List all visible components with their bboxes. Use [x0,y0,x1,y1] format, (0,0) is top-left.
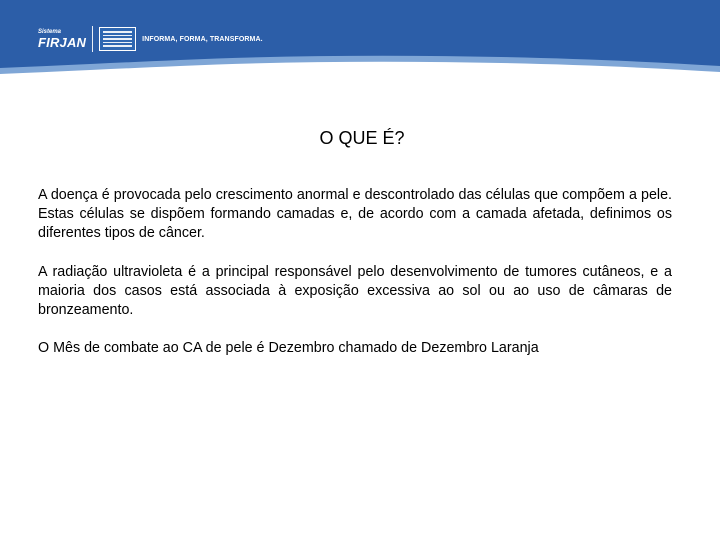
logo-name: FIRJAN [38,35,87,50]
slide-title: O QUE É? [319,128,405,148]
paragraph-awareness-month: O Mês de combate ao CA de pele é Dezembro chamado de Dezembro Laranja [38,340,539,357]
slide-title-row [0,128,720,149]
logo-divider [92,26,93,52]
logo-prefix: Sistema [38,29,62,35]
paragraph-definition: A doença é provocada pelo crescimento anormal e descontrolado das células que compõem a pele. Estas células se dispõem formando camadas e, de acordo com a camada afetada, definimos os diferentes tipos de câncer. [38,187,672,242]
firjan-logo [38,24,263,54]
firjan-emblem-icon [99,27,136,51]
logo-slogan: INFORMA, FORMA, TRANSFORMA. [142,35,263,43]
paragraph-cause: A radiação ultravioleta é a principal responsável pelo desenvolvimento de tumores cutâneos, e a maioria dos casos está associada à exposição excessiva ao sol ou ao uso de câmaras de bronzeamento. [38,263,672,319]
header-banner [0,0,720,75]
slide-body [38,186,672,377]
